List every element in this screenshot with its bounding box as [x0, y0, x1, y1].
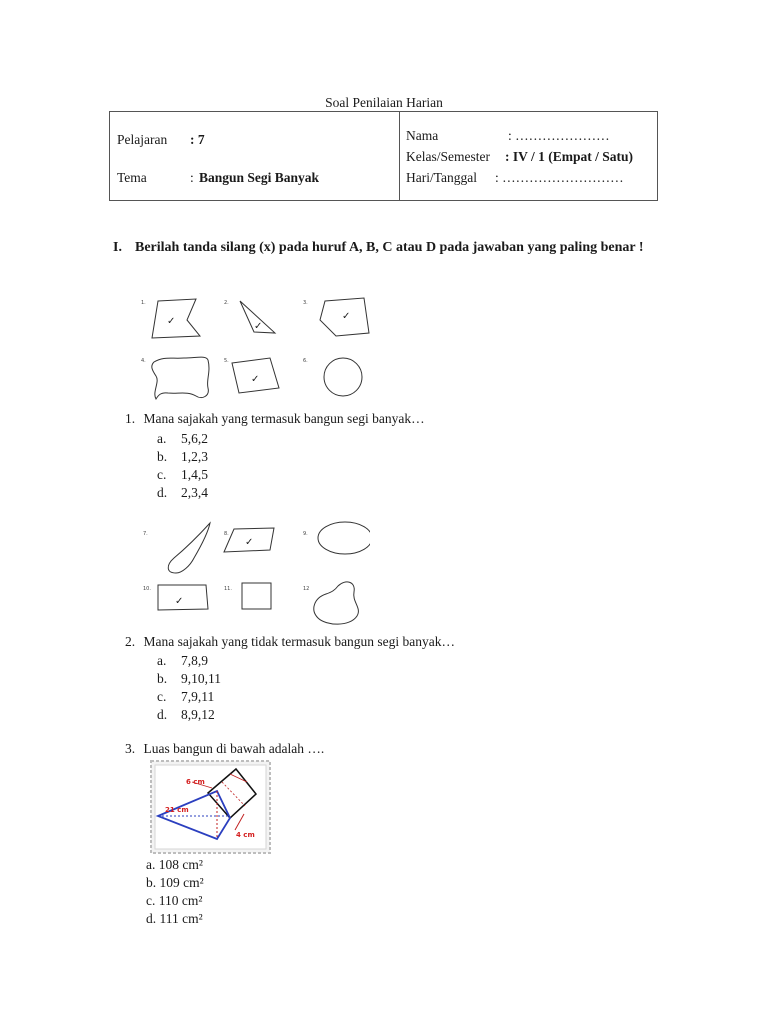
- header-divider: [399, 112, 400, 200]
- area-figure: [150, 760, 271, 854]
- shape-1-polygon: [152, 299, 200, 338]
- option-letter: d.: [157, 485, 168, 500]
- option-letter: b.: [157, 671, 168, 686]
- option-a[interactable]: a. 108 cm²: [146, 857, 203, 872]
- option-text: 1,2,3: [181, 449, 208, 464]
- hari-label: Hari/Tanggal: [406, 170, 478, 185]
- label-4cm: 4 cm: [236, 831, 255, 839]
- question-3-options: [146, 856, 204, 928]
- figure1-label-3: 3.: [303, 300, 308, 306]
- shape-7-kite: [168, 523, 210, 573]
- figure1-label-5: 5.: [224, 358, 229, 364]
- option-text: 7,9,11: [181, 689, 215, 704]
- kelas-value: : IV / 1 (Empat / Satu): [505, 149, 634, 164]
- option-letter: b.: [157, 449, 168, 464]
- option-letter: d.: [157, 707, 168, 722]
- option-a[interactable]: [157, 430, 208, 448]
- question-2-options: [157, 652, 221, 724]
- option-b[interactable]: [157, 670, 221, 688]
- option-text: 1,4,5: [181, 467, 208, 482]
- shapes-figure-1: [138, 296, 370, 402]
- kelas-label: Kelas/Semester: [406, 149, 490, 164]
- option-letter: c.: [157, 467, 167, 482]
- figure2-label-8: 8.: [224, 531, 229, 537]
- nama-value: : …………………: [508, 128, 610, 143]
- figure2-label-7: 7.: [143, 531, 148, 537]
- question-3-number: 3.: [125, 741, 136, 756]
- figure1-label-1: 1.: [141, 300, 146, 306]
- figure2-label-12: 12: [303, 586, 310, 592]
- shape-12-blob: [314, 582, 359, 624]
- label-6cm: 6 cm: [186, 778, 205, 786]
- option-d[interactable]: d. 111 cm²: [146, 911, 203, 926]
- option-c[interactable]: [157, 466, 208, 484]
- shape-6-circle: [324, 358, 362, 396]
- figure1-label-4: 4.: [141, 358, 146, 364]
- question-1: [125, 411, 425, 427]
- figure1-label-2: 2.: [224, 300, 229, 306]
- nama-label: Nama: [406, 128, 439, 143]
- question-1-number: 1.: [125, 411, 136, 426]
- shape-4-curved: [152, 357, 209, 399]
- tema-value: Bangun Segi Banyak: [199, 170, 320, 185]
- option-b[interactable]: b. 109 cm²: [146, 875, 204, 890]
- option-letter: a.: [157, 653, 167, 668]
- option-letter: a.: [157, 431, 167, 446]
- option-c[interactable]: c. 110 cm²: [146, 893, 203, 908]
- section-number: I.: [113, 240, 122, 255]
- shape-11-square: [242, 583, 271, 609]
- question-1-text: Mana sajakah yang termasuk bangun segi banyak…: [143, 411, 425, 426]
- check-mark-3: ✓: [342, 311, 351, 322]
- option-d[interactable]: [157, 484, 208, 502]
- check-mark-5: ✓: [251, 374, 260, 385]
- check-mark-10: ✓: [175, 596, 184, 607]
- check-mark-1: ✓: [167, 316, 176, 327]
- question-3: [125, 741, 324, 757]
- option-a[interactable]: [157, 652, 221, 670]
- option-b[interactable]: [157, 448, 208, 466]
- hari-value: : ………………………: [495, 170, 624, 185]
- question-2-number: 2.: [125, 634, 136, 649]
- check-mark-2: ✓: [254, 321, 263, 332]
- figure2-label-10: 10.: [143, 586, 151, 592]
- option-d[interactable]: [157, 706, 221, 724]
- pelajaran-value: : 7: [190, 132, 205, 147]
- pelajaran-label: Pelajaran: [117, 132, 168, 147]
- option-text: 9,10,11: [181, 671, 221, 686]
- option-c[interactable]: [157, 688, 221, 706]
- header-table: [109, 111, 658, 201]
- label-21cm: 21 cm: [165, 806, 189, 814]
- question-2-text: Mana sajakah yang tidak termasuk bangun segi banyak…: [143, 634, 456, 649]
- question-3-text: Luas bangun di bawah adalah ….: [143, 741, 325, 756]
- figure1-label-6: 6.: [303, 358, 308, 364]
- shapes-figure-2: [138, 518, 370, 630]
- figure2-label-11: 11.: [224, 586, 232, 592]
- figure2-label-9: 9.: [303, 531, 308, 537]
- check-mark-8: ✓: [245, 537, 254, 548]
- option-text: 2,3,4: [181, 485, 208, 500]
- instruction-text: Berilah tanda silang (x) pada huruf A, B, C atau D pada jawaban yang paling benar !: [135, 240, 644, 255]
- shape-9-ellipse: [318, 522, 370, 554]
- option-text: 8,9,12: [181, 707, 215, 722]
- question-1-options: [157, 430, 208, 502]
- question-2: [125, 634, 455, 650]
- option-letter: c.: [157, 689, 167, 704]
- tema-label: Tema: [117, 170, 147, 185]
- document-title: Soal Penilaian Harian: [325, 95, 443, 110]
- tema-colon: :: [190, 170, 194, 185]
- option-text: 5,6,2: [181, 431, 208, 446]
- option-text: 7,8,9: [181, 653, 208, 668]
